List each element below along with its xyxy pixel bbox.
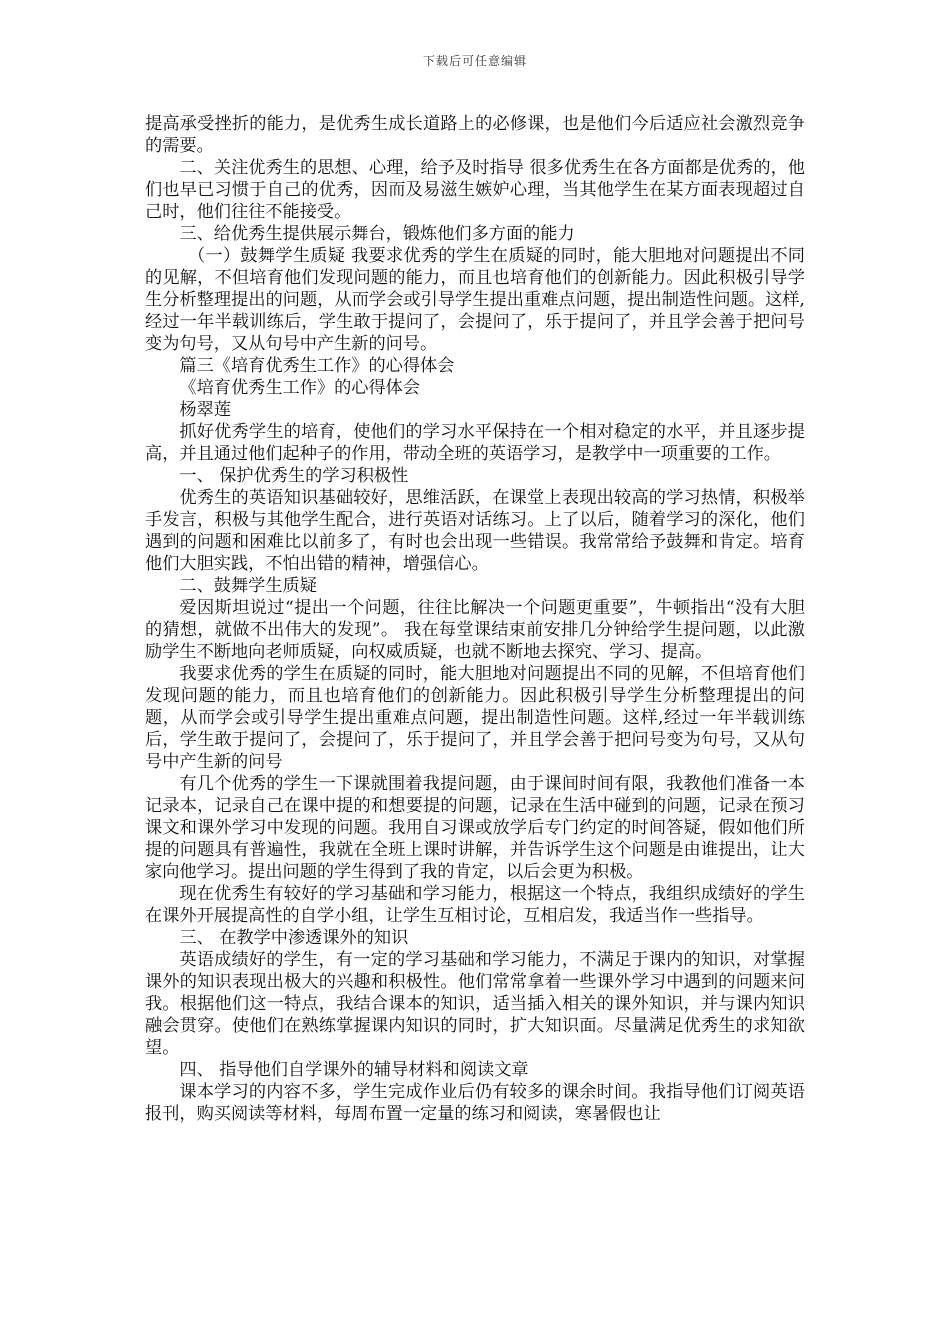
document-body: [145, 113, 805, 1125]
paragraph: 有几个优秀的学生一下课就围着我提问题，由于课间时间有限，我教他们准备一本记录本，记录自己在课中提的和想要提的问题，记录在生活中碰到的问题，记录在预习课文和课外学习中发现的问题。我用自习课或放学后专门约定的时间答疑，假如他们所提的问题具有普遍性，我就在全班上课时讲解，并告诉学生这个问题是由谁提出，让大家向他学习。提出问题的学生得到了我的肯定，以后会更为积极。: [145, 774, 805, 882]
page-header: 下载后可任意编辑: [422, 54, 527, 68]
paragraph: 英语成绩好的学生，有一定的学习基础和学习能力，不满足于课内的知识，对掌握课外的知识表现出极大的兴趣和积极性。他们常常拿着一些课外学习中遇到的问题来问我。根据他们这一特点，我结合课本的知识，适当插入相关的课外知识，并与课内知识融会贯穿。使他们在熟练掌握课内知识的同时，扩大知识面。尽量满足优秀生的求知欲望。: [145, 950, 805, 1058]
paragraph: 现在优秀生有较好的学习基础和学习能力，根据这一个特点，我组织成绩好的学生在课外开展提高性的自学小组，让学生互相讨论，互相启发，我适当作一些指导。: [145, 884, 805, 926]
section-heading-2: 二、关注优秀生的思想、心理，给予及时指导 很多优秀生在各方面都是优秀的，他们也早已习惯于自己的优秀，因而及易滋生嫉妒心理，当其他学生在某方面表现超过自己时，他们往往不能接受。: [145, 158, 805, 222]
author-name: 杨翠莲: [179, 400, 231, 420]
article-subtitle: 《培育优秀生工作》的心得体会: [179, 378, 421, 398]
paragraph: 优秀生的英语知识基础较好，思维活跃，在课堂上表现出较高的学习热情，积极举手发言，积极与其他学生配合，进行英语对话练习。上了以后，随着学习的深化，他们遇到的问题和困难比以前多了，有时也会出现一些错误。我常常给予鼓舞和肯定。培育他们大胆实践，不怕出错的精神，增强信心。: [145, 488, 805, 574]
paragraph: 我要求优秀的学生在质疑的同时，能大胆地对问题提出不同的见解，不但培育他们发现问题的能力，而且也培育他们的创新能力。因此积极引导学生分析整理提出的问题，从而学会或引导学生提出重难点问题，提出制造性问题。这样,经过一年半载训练后，学生敢于提问了，会提问了，乐于提问了，并且学会善于把问号变为句号，又从句号中产生新的问号: [145, 664, 805, 772]
paragraph: 爱因斯坦说过“提出一个问题，往往比解决一个问题更重要”，牛顿指出“没有大胆的猜想，就做不出伟大的发现”。 我在每堂课结束前安排几分钟给学生提问题，以此激励学生不断地向老师质疑，向权威质疑，也就不断地去探究、学习、提高。: [145, 598, 805, 662]
subsection-paragraph: （一）鼓舞学生质疑 我要求优秀的学生在质疑的同时，能大胆地对问题提出不同的见解，不但培育他们发现问题的能力，而且也培育他们的创新能力。因此积极引导学生分析整理提出的问题，从而学会或引导学生提出重难点问题，提出制造性问题。这样,经过一年半载训练后，学生敢于提问了，会提问了，乐于提问了，并且学会善于把问号变为句号，又从句号中产生新的问号。: [145, 246, 805, 354]
section-heading: 一、 保护优秀生的学习积极性: [179, 466, 409, 486]
section-heading: 四、 指导他们自学课外的辅导材料和阅读文章: [179, 1060, 529, 1080]
section-heading-3: 三、给优秀生提供展示舞台，锻炼他们多方面的能力: [179, 224, 575, 244]
paragraph: 提高承受挫折的能力，是优秀生成长道路上的必修课，也是他们今后适应社会激烈竞争的需要。: [145, 114, 805, 156]
paragraph: 课本学习的内容不多，学生完成作业后仍有较多的课余时间。我指导他们订阅英语报刊，购买阅读等材料，每周布置一定量的练习和阅读，寒暑假也让: [145, 1082, 805, 1124]
section-heading: 三、 在教学中渗透课外的知识: [179, 928, 409, 948]
paragraph: 抓好优秀学生的培育，使他们的学习水平保持在一个相对稳定的水平，并且逐步提高，并且通过他们起种子的作用，带动全班的英语学习，是教学中一项重要的工作。: [145, 422, 805, 464]
section-heading: 二、鼓舞学生质疑: [179, 576, 317, 596]
article-title: 篇三《培育优秀生工作》的心得体会: [179, 356, 455, 376]
